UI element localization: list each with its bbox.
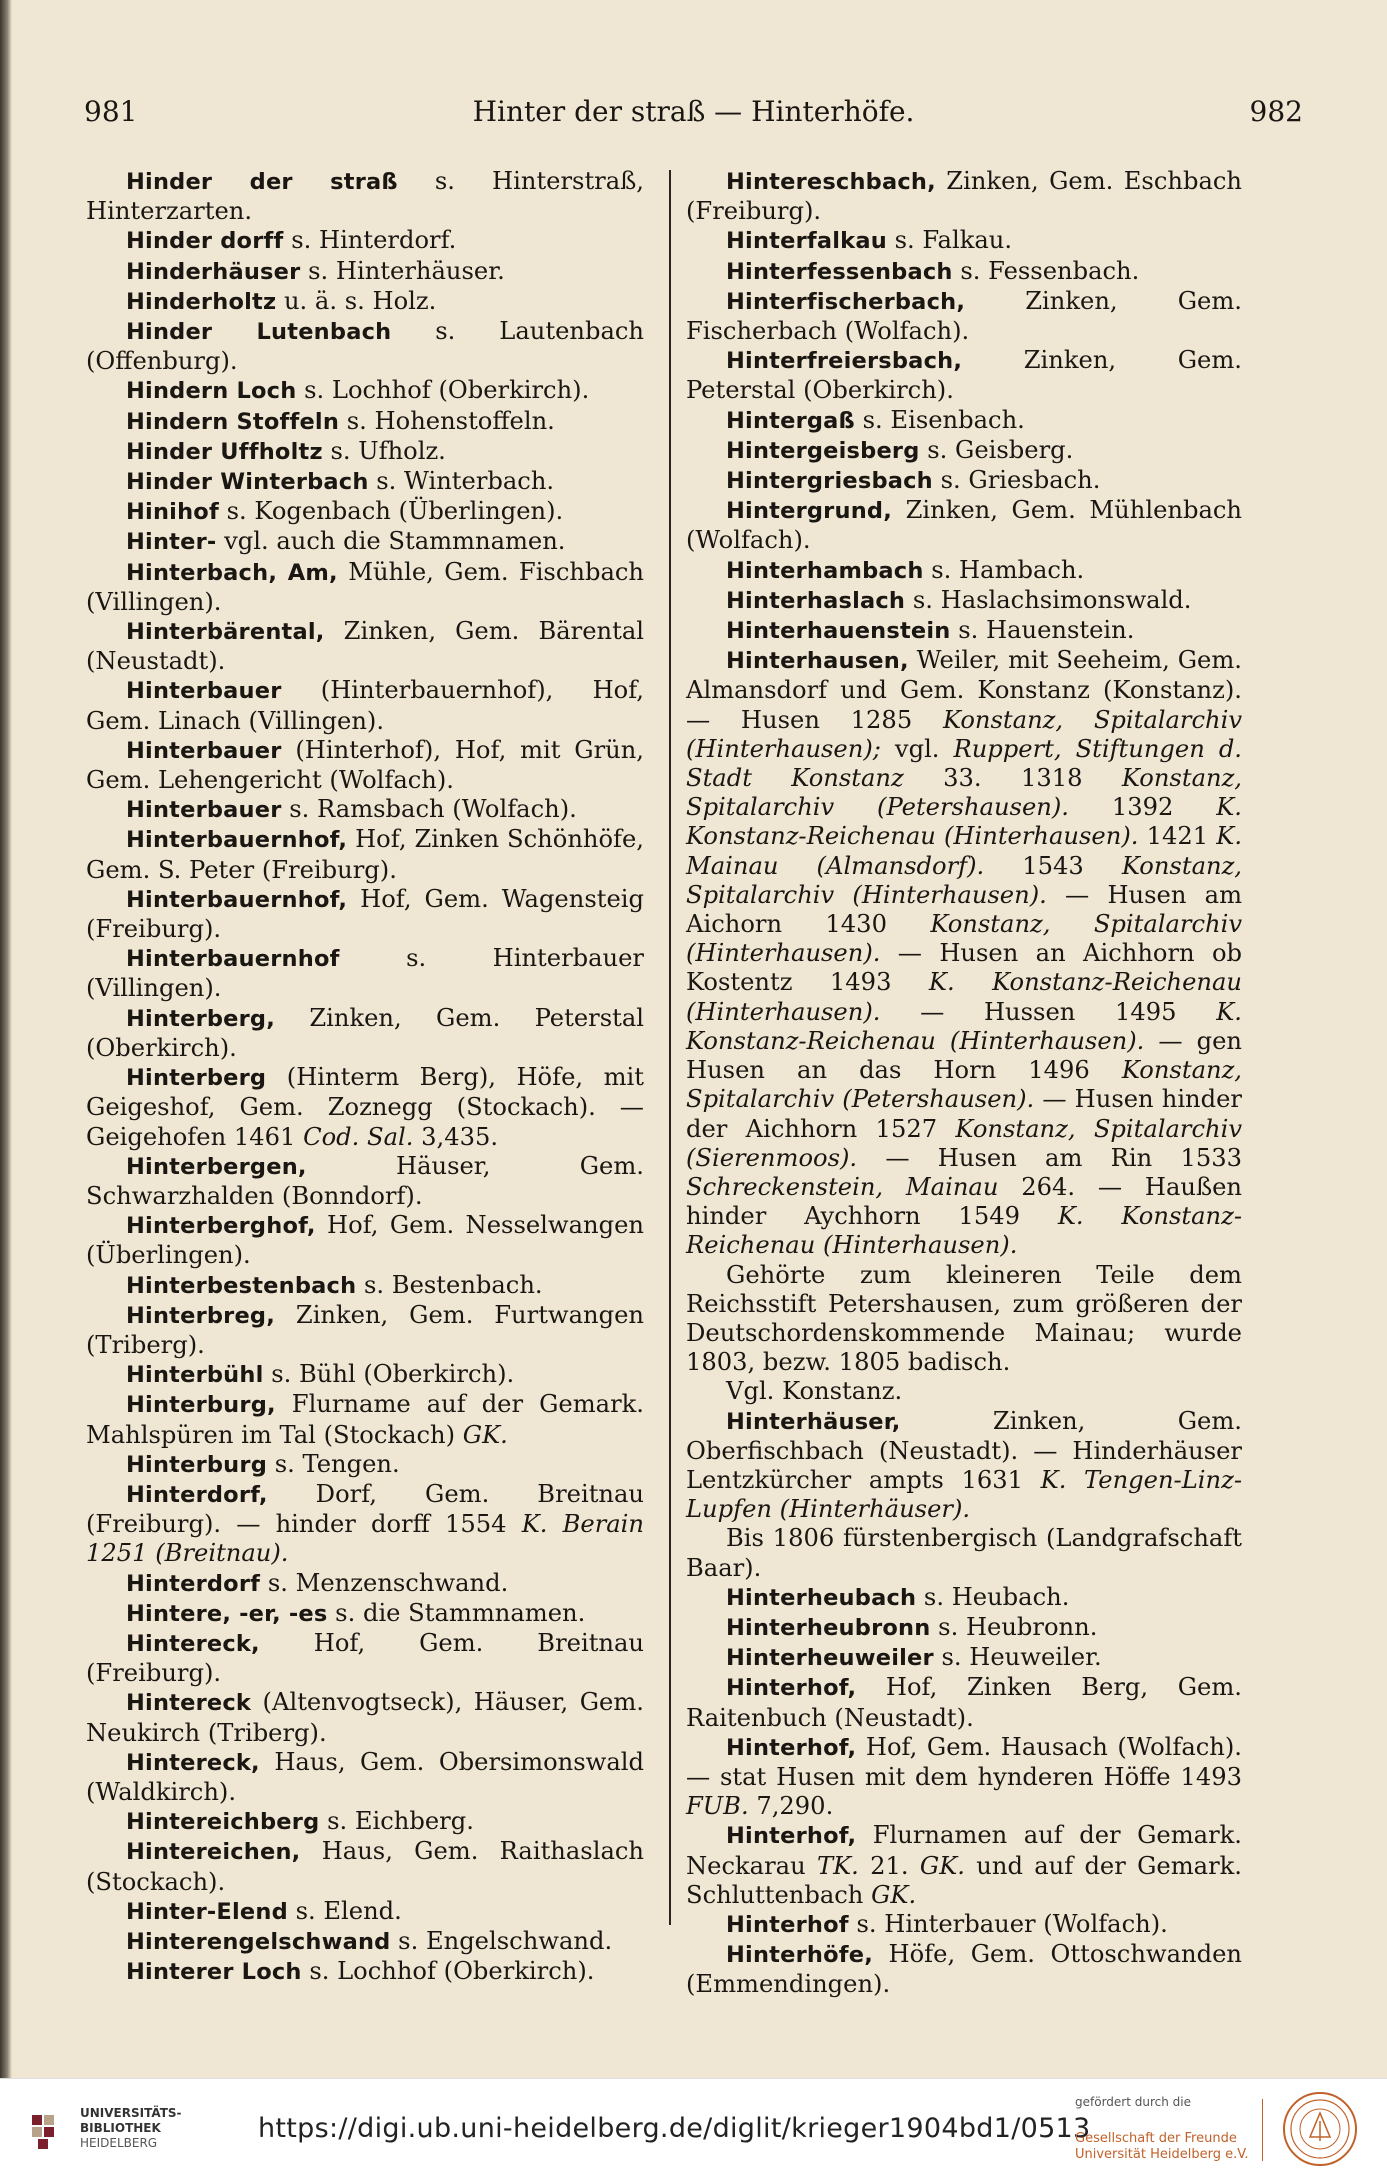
entry-headword: Hindern Stoffeln: [126, 408, 340, 435]
entry-text: Hof, Gem. Breitnau (Freiburg).: [86, 1628, 644, 1688]
entry-headword: Hintergaß: [726, 407, 855, 434]
entry-headword: Hinterer Loch: [126, 1959, 302, 1986]
entry-source-citation: K. Tengen-Linz-Lupfen (Hinterhäuser).: [686, 1465, 1242, 1524]
entry-source-citation: K. Mainau (Almansdorf).: [686, 822, 1243, 880]
entry-headword: Hintergriesbach: [726, 468, 933, 495]
document-url[interactable]: https://digi.ub.uni-heidelberg.de/diglit/krieger1904bd1/0513: [258, 2113, 1091, 2144]
entry-text: 1392: [1068, 793, 1217, 822]
left-column: [86, 167, 644, 1987]
entry-source-citation: Konstanz, Spitalarchiv (Hinterhausen);: [686, 705, 1242, 763]
entry-headword: Hinterbauer: [126, 797, 282, 824]
dictionary-entry: [86, 1688, 644, 1747]
entry-headword: Hinterhof,: [726, 1823, 857, 1850]
entry-text: s. Elend.: [287, 1896, 402, 1925]
entry-text: Hof, Gem. Nesselwangen (Überlingen).: [86, 1211, 644, 1270]
entry-headword: Hinter-Elend: [126, 1898, 288, 1925]
entry-text: s. Engelschwand.: [390, 1926, 613, 1955]
ub-heidelberg-logo-icon: [30, 2111, 70, 2151]
entry-text: — Husen hinder der Aichhorn 1527: [686, 1085, 1242, 1143]
entry-headword: Hinterbestenbach: [126, 1272, 357, 1299]
dictionary-entry: [86, 257, 644, 287]
dictionary-entry: [686, 1733, 1242, 1822]
entry-text: Hof, Zinken Schönhöfe, Gem. S. Peter (Freiburg).: [86, 825, 644, 884]
entry-source-citation: Konstanz, Spitalarchiv (Sierenmoos).: [686, 1114, 1242, 1172]
dictionary-entry: [686, 616, 1242, 646]
entry-text: Mühle, Gem. Fischbach (Villingen).: [86, 557, 644, 616]
entry-text: s. Eisenbach.: [854, 405, 1025, 434]
dictionary-entry: [86, 1301, 644, 1360]
dictionary-entry: [686, 257, 1242, 287]
entry-text: (Hinterbauernhof), Hof, Gem. Linach (Villingen).: [86, 676, 644, 735]
dictionary-entry: [86, 676, 644, 735]
entry-source-citation: GK.: [871, 1880, 917, 1909]
entry-source-citation: K. Konstanz-Reichenau (Hinterhausen).: [686, 997, 1242, 1055]
dictionary-entry: [86, 1390, 644, 1449]
dictionary-entry: [86, 1748, 644, 1807]
entry-text: s. Hambach.: [923, 555, 1085, 584]
entry-text: vgl.: [880, 734, 954, 763]
entry-source-citation: Konstanz, Spitalarchiv (Petershausen).: [686, 764, 1242, 822]
entry-text: s. Fessenbach.: [952, 256, 1140, 285]
entry-headword: Hinterberg,: [126, 1005, 275, 1032]
entry-text: 264. — Haußen hinder Aychhorn 1549: [686, 1172, 1242, 1231]
dictionary-entry: [686, 287, 1242, 346]
entry-text: 1543: [984, 851, 1122, 880]
entry-source-citation: FUB.: [686, 1792, 749, 1821]
entry-headword: Hinterbauernhof: [126, 946, 340, 973]
entry-text: Haus, Gem. Obersimonswald (Waldkirch).: [86, 1747, 644, 1806]
dictionary-entry: [86, 226, 644, 256]
sponsor-label: gefördert durch die: [1075, 2095, 1191, 2109]
dictionary-entry: [686, 586, 1242, 616]
entry-headword: Hinterdorf,: [126, 1481, 268, 1508]
entry-text: u. ä. s. Holz.: [276, 286, 437, 315]
page-number-left: 981: [84, 95, 138, 128]
entry-headword: Hinterhausen,: [726, 648, 909, 675]
entry-text: — Hussen 1495: [880, 997, 1217, 1026]
entry-text: Häuser, Gem. Schwarzhalden (Bonndorf).: [86, 1151, 644, 1210]
entry-headword: Hinterberghof,: [126, 1213, 316, 1240]
entry-headword: Hinterfreiersbach,: [726, 348, 963, 375]
library-name-line: HEIDELBERG: [80, 2136, 158, 2150]
dictionary-entry: [86, 736, 644, 795]
entry-text: s. Haslachsimonswald.: [905, 585, 1192, 614]
dictionary-entry: [86, 885, 644, 944]
entry-headword: Hinterberg: [126, 1065, 267, 1092]
entry-headword: Hinterbach, Am,: [126, 559, 338, 586]
dictionary-entry: [86, 1837, 644, 1896]
dictionary-entry: [86, 1569, 644, 1599]
running-head: [84, 95, 1303, 137]
entry-text: s. Kogenbach (Überlingen).: [218, 497, 564, 526]
entry-text: — gen Husen an das Horn 1496: [686, 1026, 1242, 1085]
entry-text: (Hinterhof), Hof, mit Grün, Gem. Lehengericht (Wolfach).: [86, 735, 644, 795]
entry-headword: Hinterbärental,: [126, 619, 325, 646]
entry-text: s. Ufholz.: [322, 436, 446, 465]
dictionary-entry: [86, 167, 644, 226]
right-column: [686, 167, 1242, 2000]
entry-headword: Hinterengelschwand: [126, 1928, 391, 1955]
entry-headword: Hinder Lutenbach: [126, 319, 392, 346]
entry-text: vgl. auch die Stammnamen.: [216, 527, 566, 556]
entry-text: s. Hauenstein.: [950, 616, 1135, 645]
dictionary-entry: [686, 1821, 1242, 1910]
entry-headword: Hinterhäuser,: [726, 1408, 901, 1435]
entry-text: (Hinterm Berg), Höfe, mit Geigeshof, Gem. Zoznegg (Stockach). — Geigehofen 1461: [86, 1063, 644, 1151]
entry-text: Zinken, Gem. Oberfischbach (Neustadt). — Hinderhäuser Lentzkürcher ampts 1631: [686, 1406, 1242, 1494]
entry-text: s. Griesbach.: [932, 466, 1101, 495]
entry-text: Zinken, Gem. Fischerbach (Wolfach).: [686, 286, 1242, 346]
entry-text: s. Hinterbauer (Wolfach).: [848, 1909, 1168, 1938]
entry-headword: Hinterburg: [126, 1451, 267, 1478]
dictionary-entry: [86, 1271, 644, 1301]
dictionary-entry: [86, 1360, 644, 1390]
entry-headword: Hinterbauer: [126, 737, 282, 764]
dictionary-entry: [86, 1927, 644, 1957]
entry-text: s. Hinterdorf.: [283, 226, 457, 255]
dictionary-entry: [86, 407, 644, 437]
entry-headword: Hinterfessenbach: [726, 258, 953, 285]
entry-headword: Hintergeisberg: [726, 437, 920, 464]
entry-text: s. Bestenbach.: [356, 1270, 543, 1299]
dictionary-entry: [86, 317, 644, 376]
dictionary-entry: [686, 1583, 1242, 1613]
entry-headword: Hinterbauernhof,: [126, 827, 348, 854]
entry-text: Zinken, Gem. Peterstal (Oberkirch).: [86, 1003, 644, 1062]
dictionary-entry: [686, 1940, 1242, 1999]
entry-text: s. Ramsbach (Wolfach).: [281, 795, 577, 824]
entry-text: Hof, Gem. Hausach (Wolfach). — stat Husen mit dem hynderen Höffe 1493: [686, 1732, 1242, 1791]
entry-headword: Hintereck,: [126, 1630, 260, 1657]
dictionary-entry: [86, 1957, 644, 1987]
dictionary-entry: [86, 1599, 644, 1629]
sponsor-divider: [1262, 2099, 1263, 2161]
library-name: [80, 2106, 220, 2151]
dictionary-entry: [686, 646, 1242, 1260]
entry-text: s. Lautenbach (Offenburg).: [86, 317, 645, 376]
entry-headword: Hintereck: [126, 1690, 252, 1717]
entry-text: 21.: [858, 1851, 920, 1880]
entry-headword: Hinterhof,: [726, 1675, 857, 1702]
entry-text: 33. 1318: [903, 764, 1122, 793]
entry-text: 7,290.: [748, 1792, 834, 1821]
dictionary-entry: [86, 1807, 644, 1837]
entry-text: 1421: [1138, 822, 1217, 851]
dictionary-entry: [86, 437, 644, 467]
dictionary-entry: [686, 1377, 1242, 1406]
library-name-line: BIBLIOTHEK: [80, 2121, 161, 2135]
entry-text: s. Eichberg.: [319, 1807, 474, 1836]
entry-text: s. Tengen.: [267, 1449, 400, 1478]
dictionary-entry: [686, 406, 1242, 436]
dictionary-entry: [86, 1211, 644, 1270]
entry-headword: Hinterbergen,: [126, 1153, 307, 1180]
sponsor-name[interactable]: [1075, 2131, 1255, 2163]
entry-text: s. Heubach.: [916, 1582, 1070, 1611]
entry-source-citation: Konstanz, Spitalarchiv (Hinterhausen).: [686, 851, 1242, 909]
entry-headword: Hinterfalkau: [726, 228, 887, 255]
dictionary-entry: [86, 287, 644, 317]
entry-text: — Husen am Aichorn 1430: [686, 880, 1242, 939]
entry-text: Haus, Gem. Raithaslach (Stockach).: [86, 1837, 644, 1896]
entry-headword: Hindern Loch: [126, 378, 297, 405]
entry-headword: Hinterbreg,: [126, 1302, 275, 1329]
dictionary-entry: [686, 466, 1242, 496]
entry-headword: Hinterburg,: [126, 1392, 276, 1419]
dictionary-entry: [86, 527, 644, 557]
dictionary-entry: [86, 1063, 644, 1152]
dictionary-entry: [86, 617, 644, 676]
dictionary-entry: [686, 1673, 1242, 1732]
page-number-right: 982: [1249, 95, 1303, 128]
entry-headword: Hintere, -er, -es: [126, 1600, 328, 1627]
entry-headword: Hinterbühl: [126, 1362, 264, 1389]
entry-text: Hof, Zinken Berg, Gem. Raitenbuch (Neustadt).: [686, 1673, 1242, 1732]
entry-source-citation: K. Konstanz-Reichenau (Hinterhausen).: [686, 793, 1242, 851]
entry-text: Zinken, Gem. Eschbach (Freiburg).: [686, 167, 1242, 226]
dictionary-entry: [86, 795, 644, 825]
entry-headword: Hinterheubach: [726, 1584, 917, 1611]
entry-headword: Hinterfischerbach,: [726, 288, 966, 315]
entry-headword: Hinterhauenstein: [726, 618, 951, 645]
entry-text: 3,435.: [413, 1122, 499, 1151]
entry-text: Bis 1806 fürstenbergisch (Landgrafschaft Baar).: [686, 1524, 1242, 1582]
entry-source-citation: Schreckenstein, Mainau: [686, 1172, 999, 1201]
entry-headword: Hinterhöfe,: [726, 1942, 873, 1969]
entry-headword: Hintereck,: [126, 1749, 260, 1776]
dictionary-entry: [686, 1407, 1242, 1525]
dictionary-entry: [686, 346, 1242, 405]
entry-source-citation: GK.: [462, 1420, 508, 1449]
entry-headword: Hinterheubronn: [726, 1614, 931, 1641]
dictionary-entry: [86, 1004, 644, 1063]
entry-source-citation: TK.: [816, 1851, 859, 1880]
viewer-footer: [0, 2078, 1387, 2179]
dictionary-entry: [86, 825, 644, 884]
entry-headword: Hinder der straß: [126, 169, 398, 195]
entry-text: s. Geisberg.: [919, 435, 1074, 464]
dictionary-entry: [686, 1643, 1242, 1673]
dictionary-entry: [86, 376, 644, 406]
university-seal-icon: [1282, 2091, 1358, 2167]
entry-text: — Husen am Rin 1533: [857, 1143, 1242, 1172]
entry-text: s. Winterbach.: [368, 467, 555, 496]
entry-text: — Husen an Aichhorn ob Kostentz 1493: [686, 939, 1242, 997]
entry-text: s. Lochhof (Oberkirch).: [296, 376, 590, 405]
entry-text: Zinken, Gem. Mühlenbach (Wolfach).: [686, 496, 1242, 555]
entry-headword: Hinterdorf: [126, 1570, 261, 1597]
entry-text: s. Hinterbauer (Villingen).: [86, 944, 644, 1003]
entry-headword: Hinihof: [126, 499, 219, 526]
sponsor-name-line: Universität Heidelberg e.V.: [1075, 2147, 1249, 2162]
entry-text: s. Hinterhäuser.: [300, 256, 505, 285]
entry-headword: Hinderholtz: [126, 288, 277, 315]
dictionary-entry: [86, 1152, 644, 1211]
entry-source-citation: Konstanz, Spitalarchiv (Petershausen).: [686, 1056, 1242, 1114]
dictionary-entry: [86, 1480, 644, 1569]
entry-headword: Hinterhof: [726, 1911, 849, 1938]
entry-headword: Hinter-: [126, 529, 217, 556]
dictionary-entry: [86, 1897, 644, 1927]
entry-text: Höfe, Gem. Ottoschwanden (Emmendingen).: [686, 1940, 1242, 1999]
entry-text: Vgl. Konstanz.: [726, 1377, 903, 1406]
entry-text: Hof, Gem. Wagensteig (Freiburg).: [86, 884, 644, 944]
entry-source-citation: Ruppert, Stiftungen d. Stadt Konstanz: [686, 734, 1242, 793]
dictionary-entry: [686, 1261, 1242, 1378]
entry-headword: Hinterbauernhof,: [126, 886, 348, 913]
dictionary-entry: [686, 1910, 1242, 1940]
entry-text: s. Heuweiler.: [933, 1643, 1102, 1672]
entry-text: und auf der Gemark. Schluttenbach: [686, 1851, 1242, 1909]
dictionary-entry: [86, 1629, 644, 1688]
entry-text: Zinken, Gem. Bärental (Neustadt).: [86, 617, 644, 676]
entry-text: Dorf, Gem. Breitnau (Freiburg). — hinder dorff 1554: [86, 1479, 644, 1539]
entry-source-citation: Cod. Sal.: [303, 1122, 414, 1151]
dictionary-entry: [86, 1450, 644, 1480]
entry-headword: Hintereichen,: [126, 1839, 301, 1866]
dictionary-entry: [86, 497, 644, 527]
entry-text: Gehörte zum kleineren Teile dem Reichsstift Petershausen, zum größeren der Deutschordenskommende Mainau; wurde 1803, bezw. 1805 badisch.: [686, 1260, 1242, 1377]
entry-headword: Hinterbauer: [126, 678, 282, 705]
entry-headword: Hinterhaslach: [726, 587, 906, 614]
entry-headword: Hinderhäuser: [126, 258, 301, 285]
dictionary-entry: [686, 556, 1242, 586]
entry-text: s. Menzenschwand.: [260, 1568, 509, 1597]
entry-source-citation: K. Berain 1251 (Breitnau).: [86, 1510, 644, 1568]
dictionary-entry: [686, 226, 1242, 256]
entry-text: Zinken, Gem. Furtwangen (Triberg).: [86, 1300, 644, 1359]
entry-text: s. die Stammnamen.: [327, 1598, 586, 1627]
sponsor-name-line: Gesellschaft der Freunde: [1075, 2131, 1237, 2146]
dictionary-entry: [686, 496, 1242, 555]
entry-text: s. Lochhof (Oberkirch).: [301, 1957, 595, 1986]
entry-headword: Hinder dorff: [126, 228, 284, 255]
entry-text: s. Heubronn.: [930, 1612, 1098, 1641]
dictionary-entry: [686, 1524, 1242, 1582]
entry-headword: Hinder Uffholtz: [126, 438, 323, 465]
entry-source-citation: K. Konstanz-Reichenau (Hinterhausen).: [686, 1202, 1242, 1260]
entry-source-citation: GK.: [919, 1851, 965, 1880]
entry-headword: Hintereichberg: [126, 1809, 320, 1836]
entry-text: (Altenvogtseck), Häuser, Gem. Neukirch (Triberg).: [86, 1688, 644, 1747]
entry-text: Flurnamen auf der Gemark. Neckarau: [686, 1821, 1242, 1880]
entry-headword: Hinder Winterbach: [126, 469, 369, 496]
dictionary-entry: [86, 467, 644, 497]
entry-text: s. Falkau.: [886, 226, 1013, 255]
entry-headword: Hintereschbach,: [726, 169, 936, 195]
entry-text: Flurname auf der Gemark. Mahlspüren im Tal (Stockach): [86, 1390, 644, 1449]
entry-headword: Hintergrund,: [726, 498, 892, 525]
dictionary-entry: [686, 436, 1242, 466]
entry-text: Zinken, Gem. Peterstal (Oberkirch).: [686, 346, 1242, 405]
library-name-line: UNIVERSITÄTS-: [80, 2106, 182, 2120]
column-divider: [669, 170, 671, 1925]
entry-headword: Hinterheuweiler: [726, 1645, 934, 1672]
entry-text: s. Hohenstoffeln.: [339, 406, 555, 435]
page-title: Hinter der straß — Hinterhöfe.: [472, 95, 915, 128]
dictionary-entry: [86, 558, 644, 617]
dictionary-entry: [86, 944, 644, 1003]
entry-text: Weiler, mit Seeheim, Gem. Almansdorf und Gem. Konstanz (Konstanz). — Husen 1285: [686, 646, 1242, 734]
entry-source-citation: K. Konstanz-Reichenau (Hinterhausen).: [686, 968, 1242, 1026]
entry-text: s. Hinterstraß, Hinterzarten.: [86, 167, 644, 226]
entry-headword: Hinterhambach: [726, 557, 924, 584]
entry-source-citation: Konstanz, Spitalarchiv (Hinterhausen).: [686, 910, 1242, 968]
dictionary-entry: [686, 1613, 1242, 1643]
scan-binding-edge: [0, 0, 12, 2078]
entry-headword: Hinterhof,: [726, 1734, 857, 1761]
dictionary-entry: [686, 167, 1242, 226]
entry-text: s. Bühl (Oberkirch).: [263, 1360, 515, 1389]
